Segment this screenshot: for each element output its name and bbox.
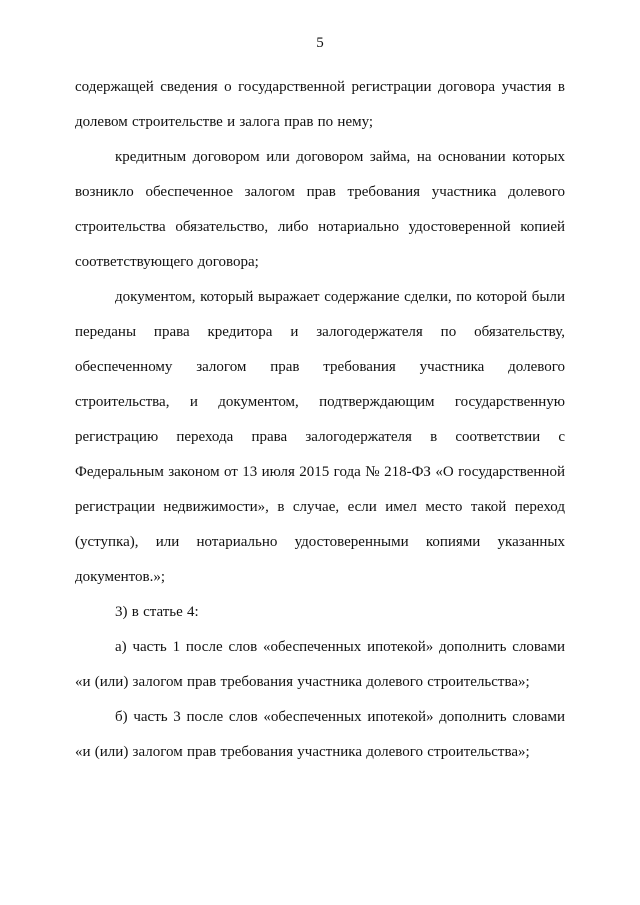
paragraph-5: а) часть 1 после слов «обеспеченных ипотекой» дополнить словами «и (или) залогом прав требования участника долевого строительства»; <box>75 639 565 690</box>
paragraph-3: документом, который выражает содержание сделки, по которой были переданы права кредитора и залогодержателя по обязательству, обеспеченному залогом прав требования участника долевого строительства, и документом, подтверждающим государственную регистрацию перехода права залогодержателя в соответствии с Федеральным законом от 13 июля 2015 года № 218-ФЗ «О государственной регистрации недвижимости», в случае, если имел место такой переход (уступка), или нотариально удостоверенными копиями указанных документов.»; <box>75 289 565 585</box>
page-number: 5 <box>316 35 324 51</box>
paragraph-1: содержащей сведения о государственной регистрации договора участия в долевом строительстве и залога прав по нему; <box>75 79 565 130</box>
paragraph-4: 3) в статье 4: <box>115 604 199 620</box>
paragraph-6: б) часть 3 после слов «обеспеченных ипотекой» дополнить словами «и (или) залогом прав требования участника долевого строительства»; <box>75 709 565 760</box>
paragraph-2: кредитным договором или договором займа, на основании которых возникло обеспеченное залогом прав требования участника долевого строительства обязательство, либо нотариально удостоверенной копией соответствующего договора; <box>75 149 565 270</box>
document-body <box>75 70 565 770</box>
